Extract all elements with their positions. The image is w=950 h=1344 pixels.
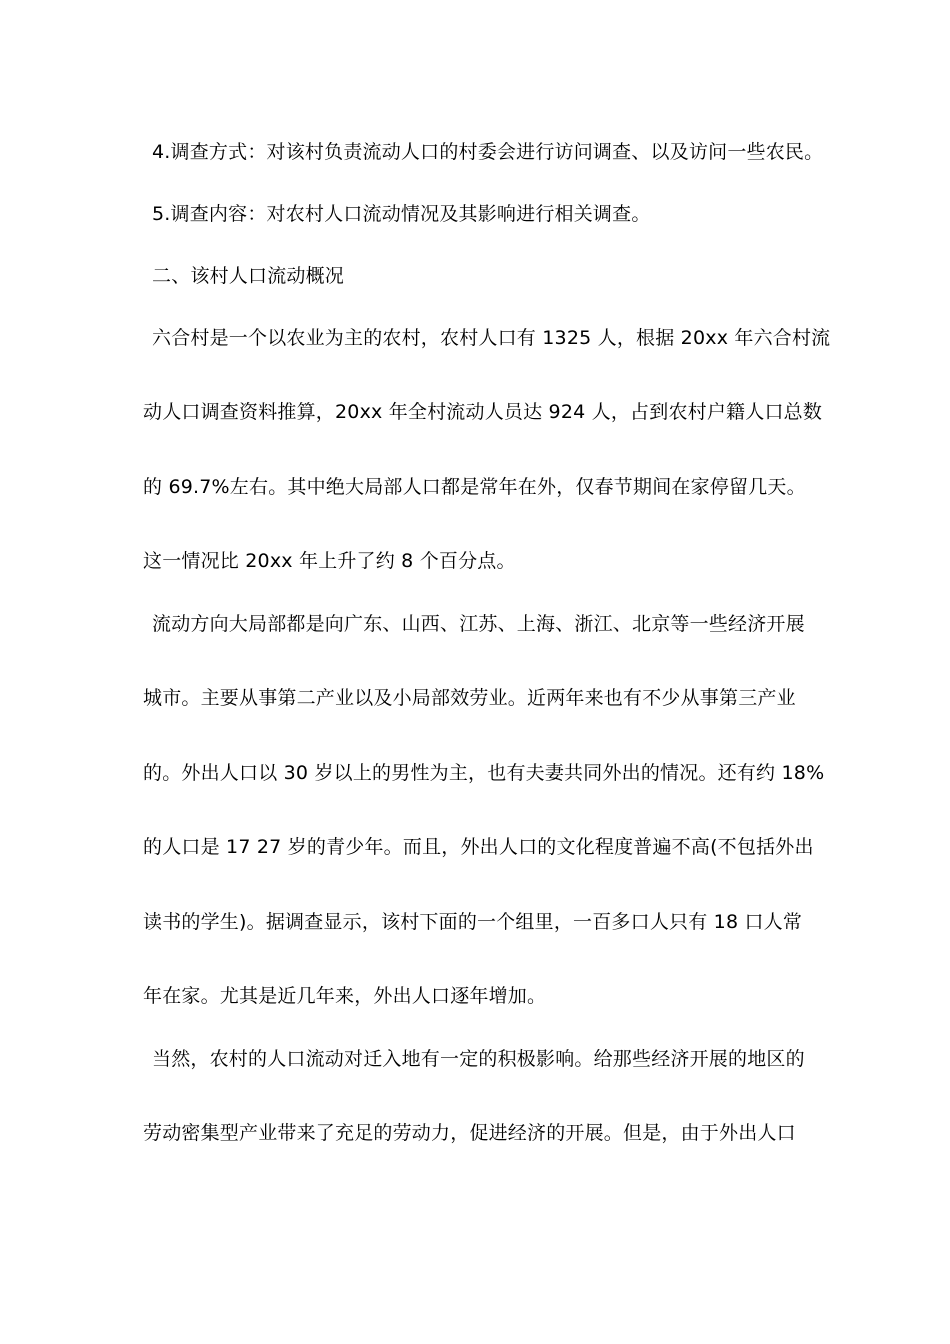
paragraph-line: 这一情况比 20xx 年上升了约 8 个百分点。	[143, 550, 516, 572]
paragraph-line: 年在家。尤其是近几年来，外出人口逐年增加。	[143, 985, 547, 1007]
paragraph-line: 流动方向大局部都是向广东、山西、江苏、上海、浙江、北京等一些经济开展	[152, 613, 805, 635]
paragraph-line: 当然，农村的人口流动对迁入地有一定的积极影响。给那些经济开展的地区的	[152, 1048, 805, 1070]
paragraph-line: 的人口是 17 27 岁的青少年。而且，外出人口的文化程度普遍不高(不包括外出	[143, 836, 814, 858]
paragraph-line: 动人口调查资料推算，20xx 年全村流动人员达 924 人，占到农村户籍人口总数	[143, 401, 823, 423]
survey-method-line: 4.调查方式：对该村负责流动人口的村委会进行访问调查、以及访问一些农民。	[152, 141, 824, 163]
paragraph-line: 六合村是一个以农业为主的农村，农村人口有 1325 人，根据 20xx 年六合村流	[152, 327, 831, 349]
paragraph-line: 的 69.7%左右。其中绝大局部人口都是常年在外，仅春节期间在家停留几天。	[143, 476, 806, 498]
paragraph-line: 的。外出人口以 30 岁以上的男性为主，也有夫妻共同外出的情况。还有约 18%	[143, 762, 825, 784]
paragraph-line: 城市。主要从事第二产业以及小局部效劳业。近两年来也有不少从事第三产业	[143, 687, 796, 709]
section-heading: 二、该村人口流动概况	[152, 265, 345, 287]
survey-content-line: 5.调查内容：对农村人口流动情况及其影响进行相关调查。	[152, 203, 651, 225]
paragraph-line: 劳动密集型产业带来了充足的劳动力，促进经济的开展。但是，由于外出人口	[143, 1122, 796, 1144]
paragraph-line: 读书的学生)。据调查显示，该村下面的一个组里，一百多口人只有 18 口人常	[143, 911, 803, 933]
